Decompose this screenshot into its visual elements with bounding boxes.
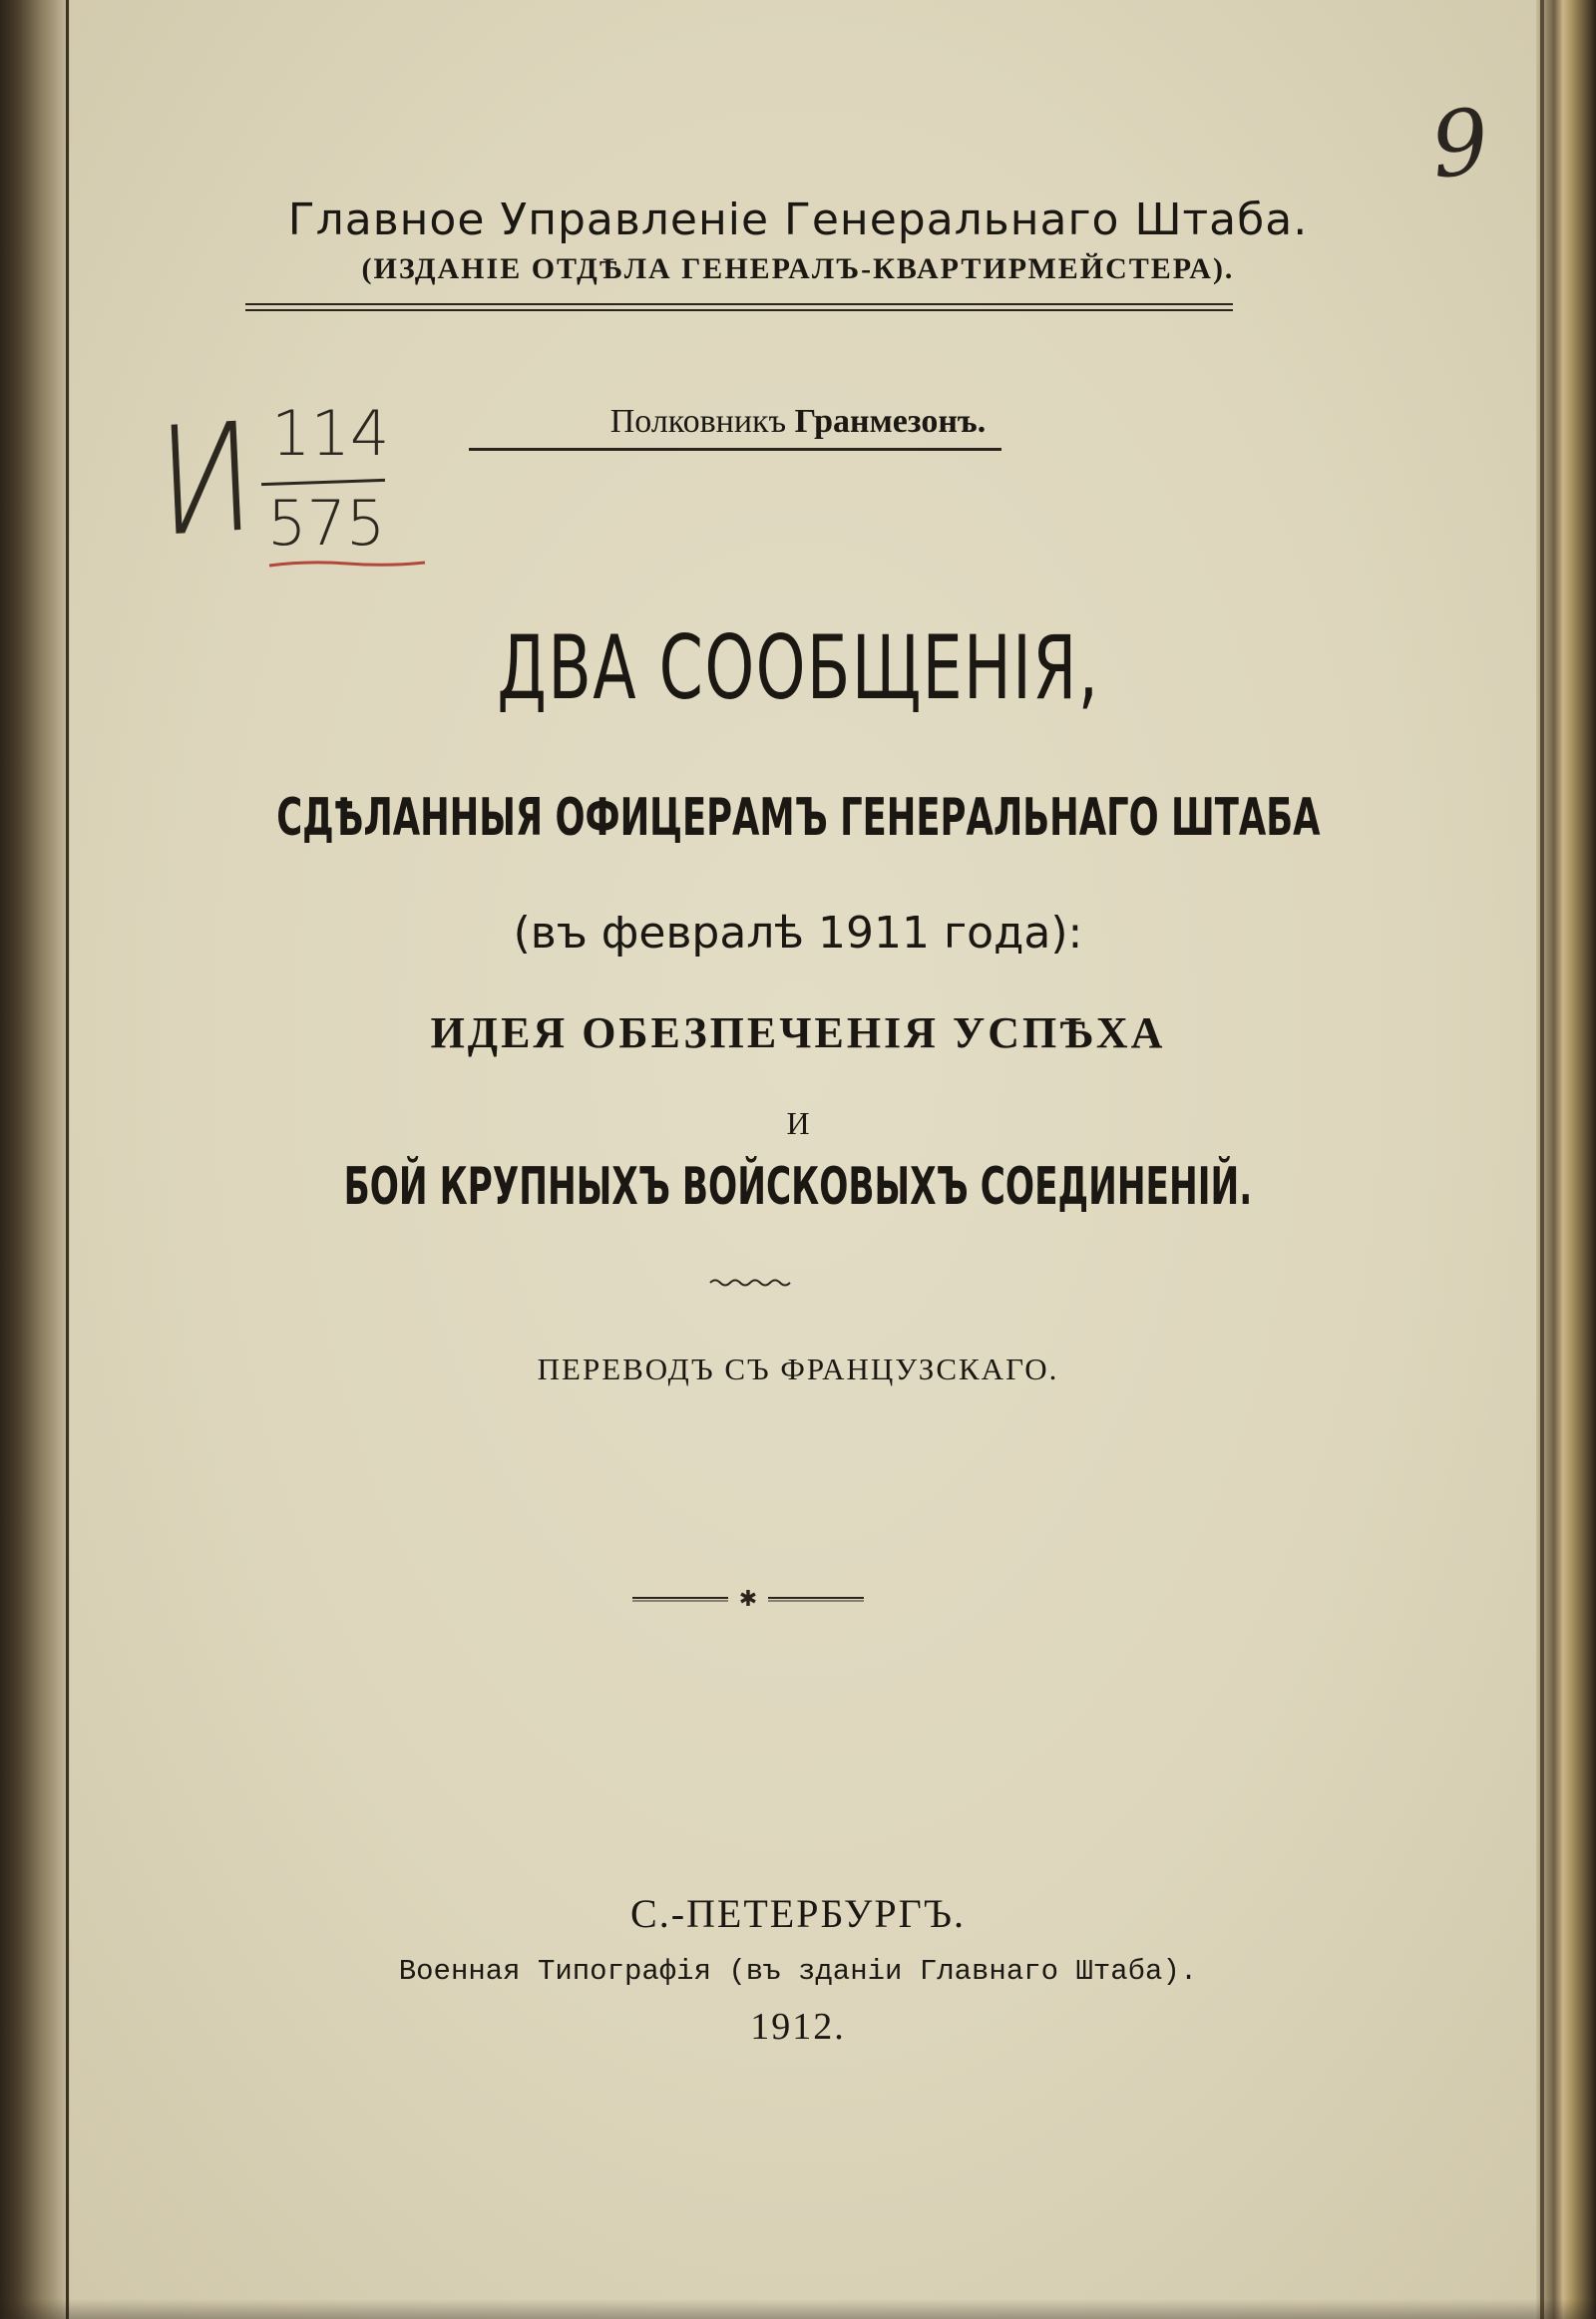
red-pencil-underline xyxy=(267,559,427,569)
imprint-year: 1912. xyxy=(750,2006,846,2048)
handwritten-shelf-bottom: 575 xyxy=(267,487,386,560)
author-rule xyxy=(469,448,1001,451)
author-line xyxy=(0,403,1596,441)
author-rank: Полковникъ xyxy=(609,403,787,440)
handwritten-fraction-line xyxy=(261,479,385,486)
imprint-printer: Военная Типографія (въ зданіи Главнаго Штаба). xyxy=(398,1955,1198,1988)
topic-one: ИДЕЯ ОБЕЗПЕЧЕНІЯ УСПѢХА xyxy=(430,1008,1166,1057)
subtitle: СДѢЛАННЫЯ ОФИЦЕРАМЪ ГЕНЕРАЛЬНАГО ШТАБА xyxy=(275,788,1321,848)
wave-divider xyxy=(708,1277,792,1289)
header-rule-top xyxy=(245,303,1233,305)
handwritten-folio-mark: 9 xyxy=(1425,89,1494,199)
ornament-divider xyxy=(628,1586,868,1610)
header-rule-bottom xyxy=(245,309,1233,311)
page-shadow xyxy=(0,2299,1596,2319)
author-name: Гранмезонъ. xyxy=(794,403,987,440)
svg-text:✱: ✱ xyxy=(738,1587,758,1610)
imprint-city: С.-ПЕТЕРБУРГЪ. xyxy=(630,1891,966,1936)
handwritten-shelf-top: 114 xyxy=(271,397,390,470)
date-line: (въ февралѣ 1911 года): xyxy=(513,908,1083,959)
conjunction: И xyxy=(786,1105,810,1141)
topic-two: БОЙ КРУПНЫХЪ ВОЙСКОВЫХЪ СОЕДИНЕНІЙ. xyxy=(343,1157,1253,1217)
handwritten-shelf-letter: И xyxy=(154,391,258,571)
institution-heading: Главное Управленіе Генеральнаго Штаба. xyxy=(287,194,1309,245)
edition-note: (ИЗДАНІЕ ОТДѢЛА ГЕНЕРАЛЪ-КВАРТИРМЕЙСТЕРА). xyxy=(361,252,1235,285)
main-title: ДВА СООБЩЕНІЯ, xyxy=(497,616,1099,719)
translation-note: ПЕРЕВОДЪ СЪ ФРАНЦУЗСКАГО. xyxy=(537,1352,1059,1386)
